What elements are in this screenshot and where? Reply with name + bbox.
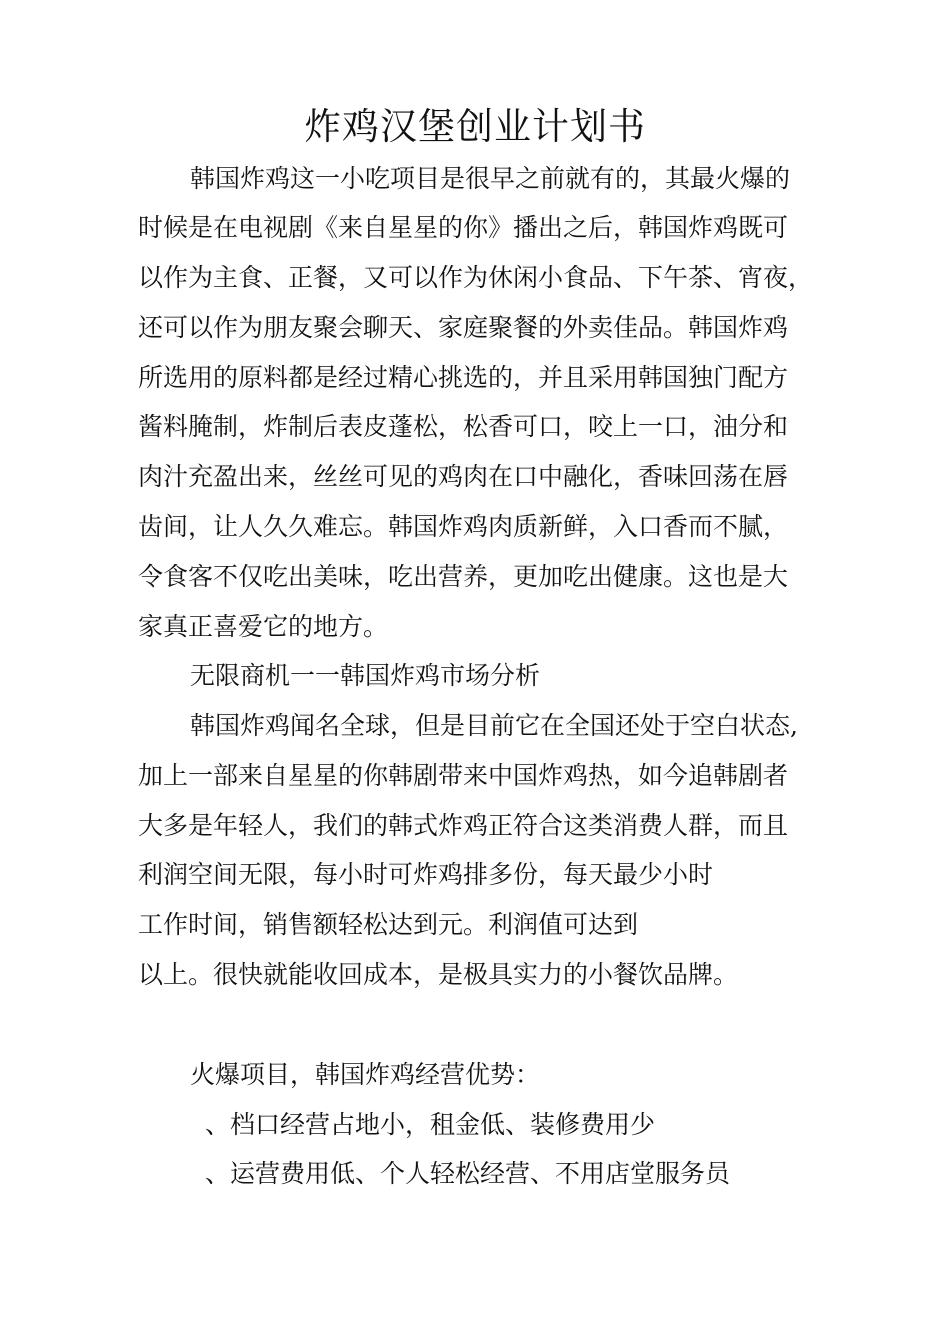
market-line: 利润空间无限，每小时可炸鸡排多份，每天最少小时: [138, 860, 714, 889]
intro-line: 家真正喜爱它的地方。: [138, 612, 389, 641]
market-line: 加上一部来自星星的你韩剧带来中国炸鸡热，如今追韩剧者: [138, 761, 789, 790]
market-line: 韩国炸鸡闻名全球，但是目前它在全国还处于空白状态,: [190, 711, 798, 740]
advantages-heading: 火爆项目，韩国炸鸡经营优势：: [190, 1060, 541, 1089]
document-title: 炸鸡汉堡创业计划书: [304, 105, 646, 148]
intro-line: 肉汁充盈出来，丝丝可见的鸡肉在口中融化，香味回荡在唇: [138, 462, 789, 491]
market-line: 工作时间，销售额轻松达到元。利润值可达到: [138, 910, 639, 939]
intro-line: 酱料腌制，炸制后表皮蓬松，松香可口，咬上一口，油分和: [138, 412, 789, 441]
intro-line: 所选用的原料都是经过精心挑选的，并且采用韩国独门配方: [138, 363, 789, 392]
section-heading: 无限商机一一韩国炸鸡市场分析: [190, 661, 541, 690]
advantage-item: 、运营费用低、个人轻松经营、不用店堂服务员: [205, 1159, 731, 1188]
intro-line: 还可以作为朋友聚会聊天、家庭聚餐的外卖佳品。韩国炸鸡: [138, 313, 789, 342]
intro-line: 令食客不仅吃出美味，吃出营养，更加吃出健康。这也是大: [138, 562, 789, 591]
intro-line: 时候是在电视剧《来自星星的你》播出之后，韩国炸鸡既可: [138, 213, 789, 242]
advantage-item: 、档口经营占地小，租金低、装修费用少: [205, 1110, 656, 1139]
intro-line: 齿间，让人久久难忘。韩国炸鸡肉质新鲜，入口香而不腻，: [138, 512, 789, 541]
market-line: 以上。很快就能收回成本，是极具实力的小餐饮品牌。: [138, 960, 739, 989]
intro-line: 韩国炸鸡这一小吃项目是很早之前就有的，其最火爆的: [190, 164, 791, 193]
market-line: 大多是年轻人，我们的韩式炸鸡正符合这类消费人群，而且: [138, 811, 789, 840]
intro-line: 以作为主食、正餐，又可以作为休闲小食品、下午茶、宵夜，: [138, 263, 814, 292]
